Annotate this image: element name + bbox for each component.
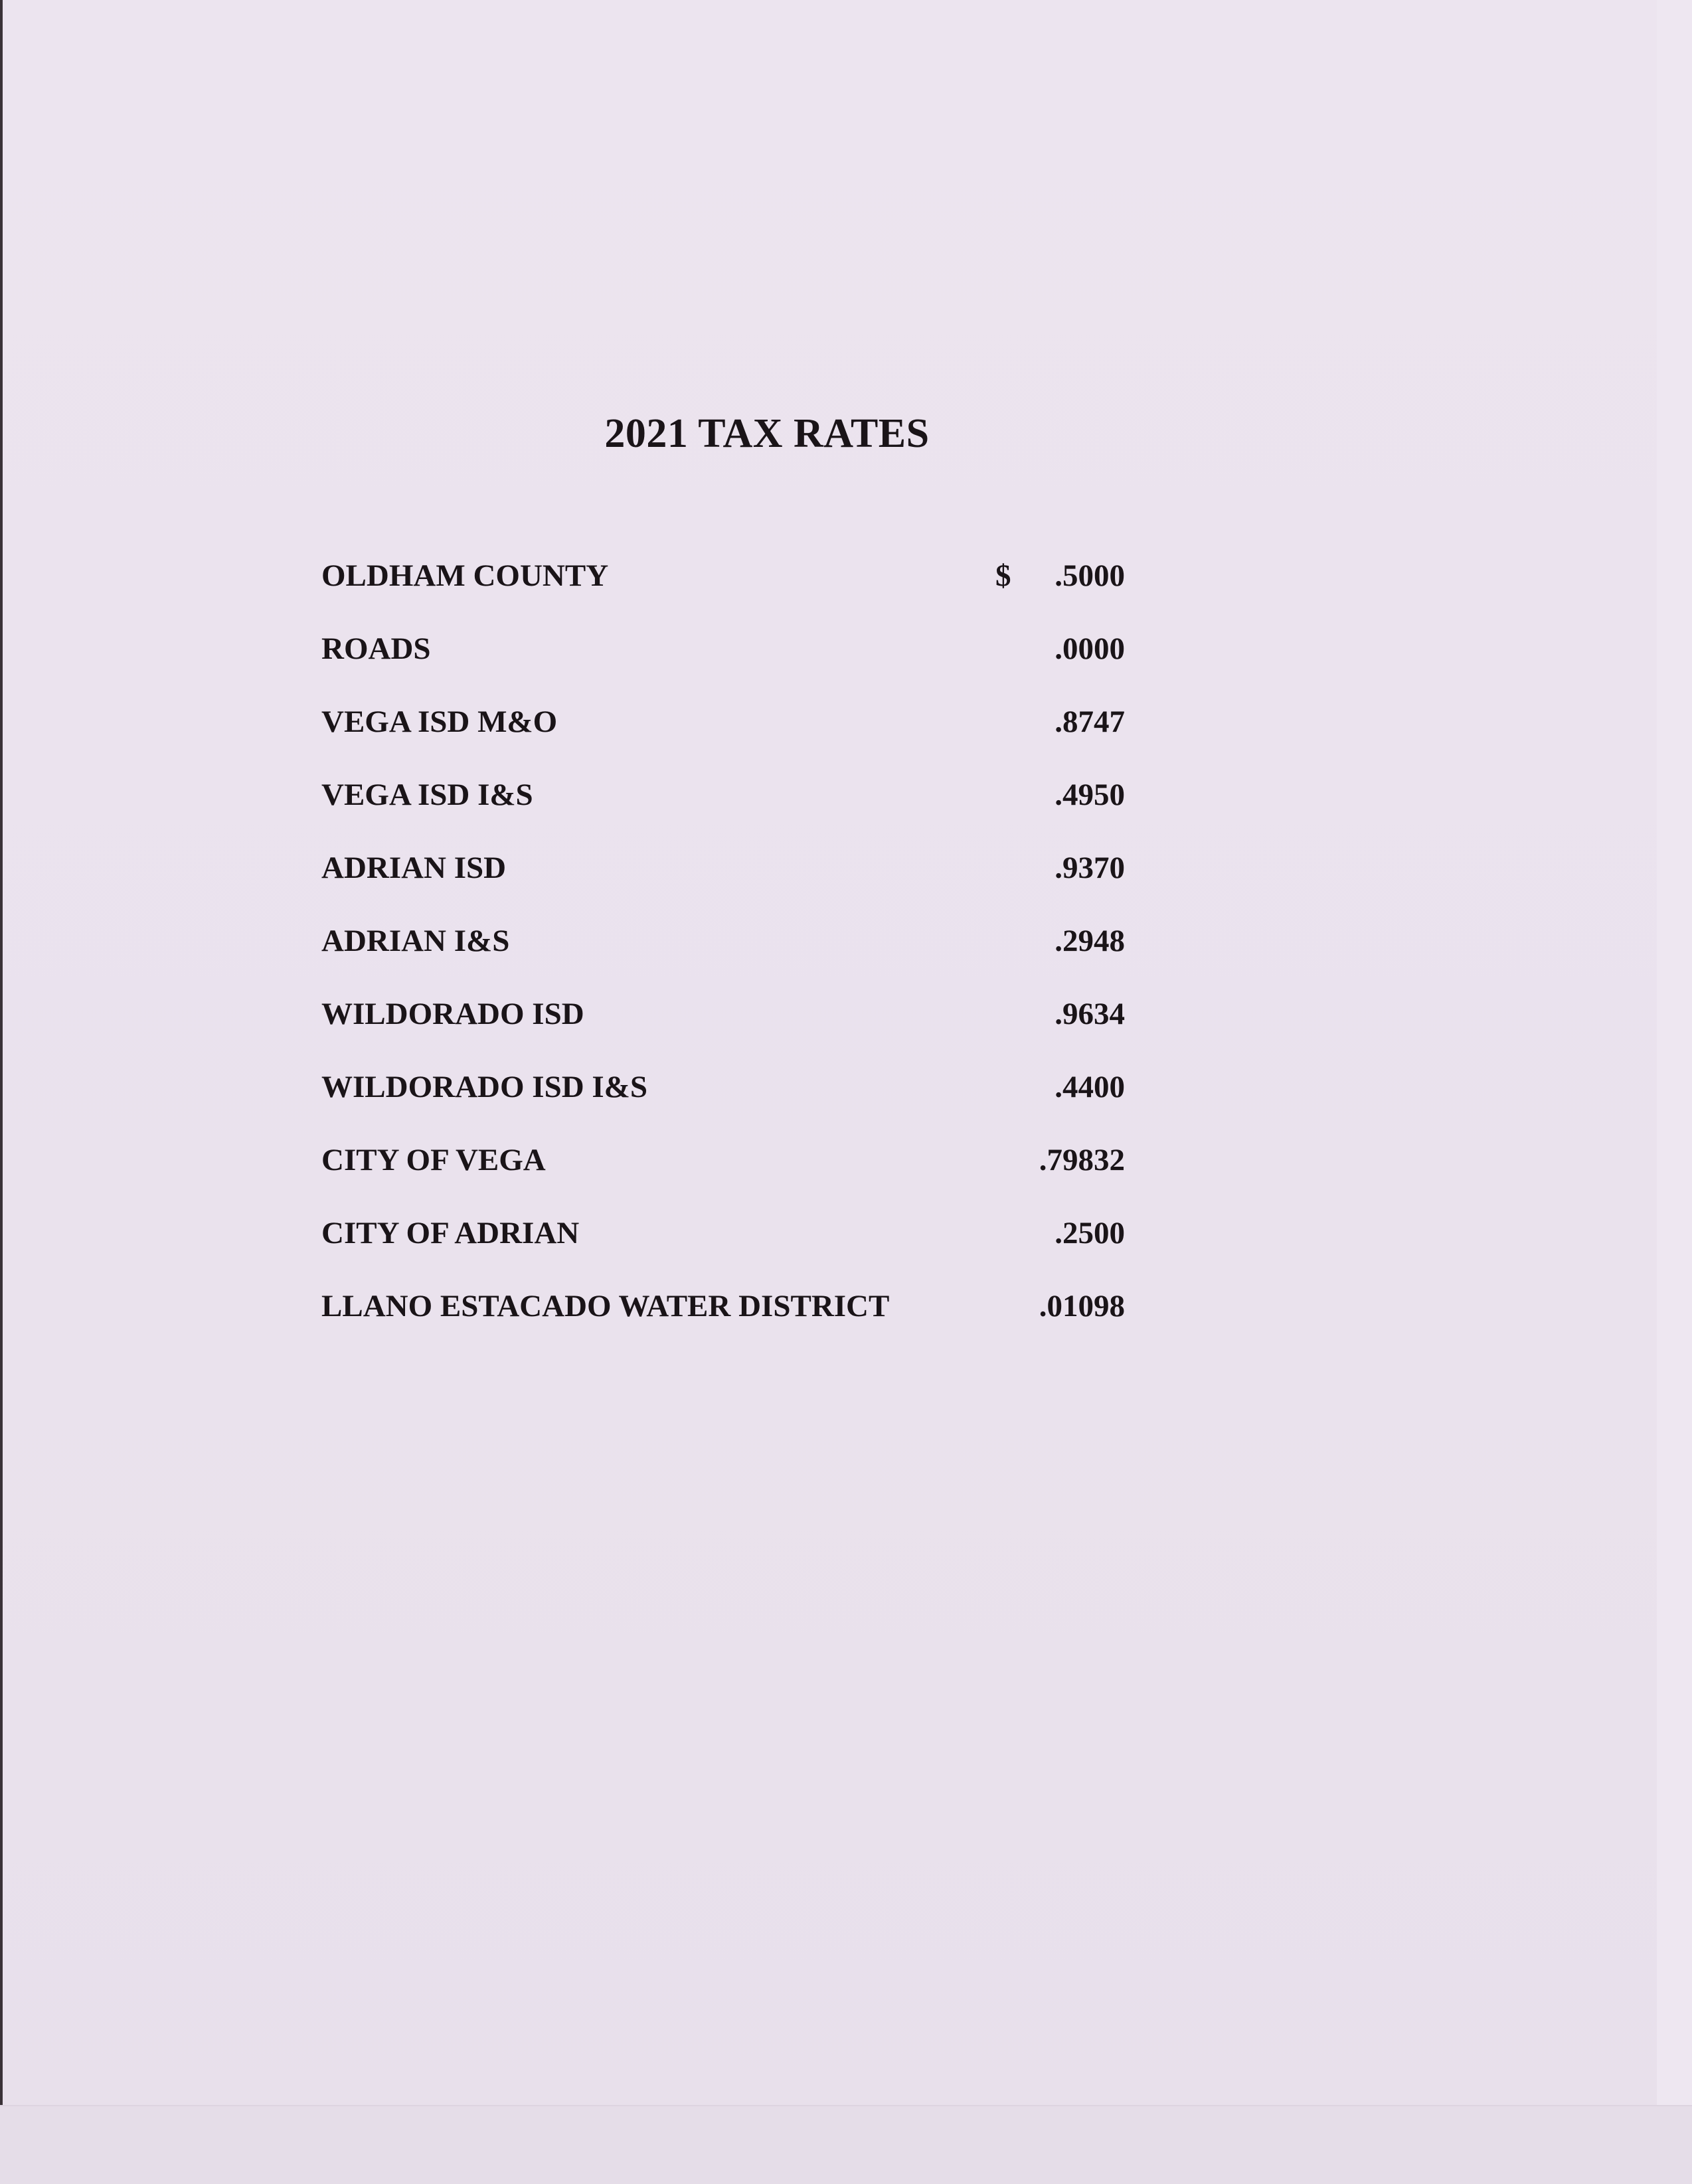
rate-entity: ROADS <box>321 631 431 666</box>
scan-right-band <box>1657 0 1692 2183</box>
rate-value: .0000 <box>1055 631 1125 666</box>
rate-value: .9370 <box>1055 851 1125 885</box>
rate-row <box>321 777 1125 850</box>
rate-entity: ADRIAN I&S <box>321 924 510 958</box>
rate-entity: VEGA ISD M&O <box>321 705 558 739</box>
rate-row <box>321 850 1125 923</box>
rate-row <box>321 1215 1125 1288</box>
rate-row <box>321 1142 1125 1215</box>
rate-row <box>321 558 1125 631</box>
rate-entity: LLANO ESTACADO WATER DISTRICT <box>321 1289 890 1323</box>
rate-value: .4400 <box>1055 1070 1125 1104</box>
rate-entity: ADRIAN ISD <box>321 851 507 885</box>
rate-row <box>321 1288 1125 1361</box>
page-title: 2021 TAX RATES <box>604 411 930 456</box>
rate-value: .9634 <box>1055 997 1125 1031</box>
rate-value: .8747 <box>1055 705 1125 739</box>
scan-bottom-band <box>0 2105 1692 2184</box>
rate-row <box>321 704 1125 777</box>
rate-value: .4950 <box>1055 778 1125 812</box>
rate-value: .01098 <box>1039 1289 1125 1323</box>
rate-entity: WILDORADO ISD <box>321 997 584 1031</box>
rate-row <box>321 1069 1125 1142</box>
rate-row <box>321 996 1125 1069</box>
rate-row <box>321 631 1125 704</box>
rate-entity: WILDORADO ISD I&S <box>321 1070 647 1104</box>
rate-row <box>321 923 1125 996</box>
rate-value: .2500 <box>1055 1216 1125 1250</box>
scan-left-edge <box>0 0 3 2183</box>
tax-rates-list <box>321 558 1125 1361</box>
rate-value: .2948 <box>1055 924 1125 958</box>
rate-currency: $ <box>995 558 1011 593</box>
rate-value: .79832 <box>1039 1143 1125 1177</box>
rate-entity: VEGA ISD I&S <box>321 778 533 812</box>
rate-value: .5000 <box>1055 558 1125 593</box>
rate-entity: OLDHAM COUNTY <box>321 558 609 593</box>
rate-entity: CITY OF ADRIAN <box>321 1216 580 1250</box>
rate-entity: CITY OF VEGA <box>321 1143 546 1177</box>
